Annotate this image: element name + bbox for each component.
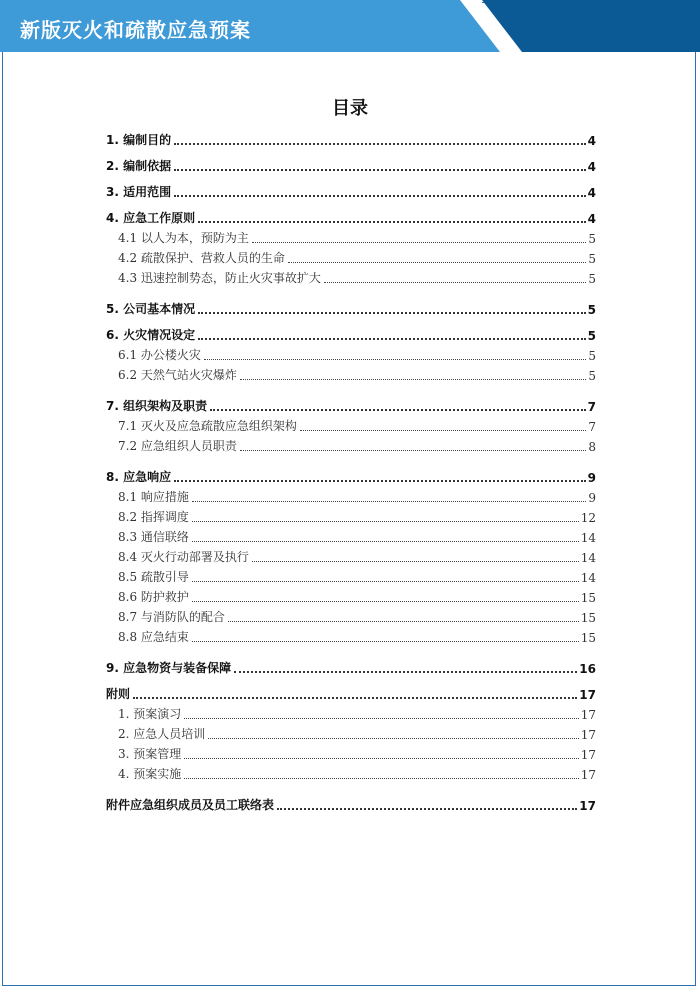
document-title: 新版灭火和疏散应急预案 [20,18,251,42]
toc-dot-leader [174,479,586,482]
toc-page-number: 4 [587,186,596,200]
toc-entry-section[interactable] [106,507,596,527]
toc-entry-chapter[interactable] [106,202,596,228]
toc-page-number: 17 [579,688,596,702]
toc-entry-label: 8.1 响应措施 [118,490,189,504]
toc-entry-label: 8.7 与消防队的配合 [118,610,225,624]
toc-page-number: 4 [587,160,596,174]
toc-page-number: 5 [588,272,596,286]
toc-entry-label: 1. 预案演习 [118,707,182,721]
toc-entry-label: 4. 预案实施 [118,767,182,781]
toc-page-number: 5 [588,252,596,266]
toc-entry-section[interactable] [106,228,596,248]
toc-entry-section[interactable] [106,268,596,288]
toc-dot-leader [240,449,586,451]
toc-dot-leader [192,600,579,602]
toc-entry-label: 2. 编制依据 [106,159,172,173]
toc-dot-leader [184,777,578,779]
toc-dot-leader [184,717,578,719]
toc-entry-label: 6.2 天然气站火灾爆炸 [118,368,237,382]
toc-dot-leader [210,408,586,411]
toc-entry-label: 2. 应急人员培训 [118,727,206,741]
toc-entry-section[interactable] [106,547,596,567]
toc-entry-section[interactable] [106,627,596,647]
toc-entry-label: 8.3 通信联络 [118,530,189,544]
toc-entry-chapter[interactable] [106,390,596,416]
toc-dot-leader [204,358,586,360]
toc-entry-label: 4.3 迅速控制势态，防止火灾事故扩大 [118,271,321,285]
banner-right-shape [482,0,700,52]
toc-page-number: 15 [580,611,596,625]
toc-entry-label: 7.2 应急组织人员职责 [118,439,237,453]
toc-entry-label: 9. 应急物资与装备保障 [106,661,232,675]
toc-page-number: 14 [580,571,596,585]
toc-entry-label: 4.1 以人为本，预防为主 [118,231,249,245]
toc-page-number: 12 [580,511,596,525]
toc-entry-chapter[interactable] [106,789,596,815]
toc-entry-label: 4. 应急工作原则 [106,211,196,225]
toc-entry-label: 附件应急组织成员及员工联络表 [106,798,275,812]
toc-dot-leader [184,757,578,759]
toc-entry-label: 8.5 疏散引导 [118,570,189,584]
toc-heading: 目录 [332,98,368,119]
toc-entry-section[interactable] [106,607,596,627]
toc-entry-chapter[interactable] [106,652,596,678]
toc-entry-section[interactable] [106,527,596,547]
toc-entry-label: 附则 [106,687,131,701]
toc-dot-leader [192,540,579,542]
toc-entry-chapter[interactable] [106,678,596,704]
toc-page-number: 17 [579,799,596,813]
toc-page-number: 4 [587,212,596,226]
toc-entry-label: 7.1 灭火及应急疏散应急组织架构 [118,419,297,433]
toc-entry-section[interactable] [106,704,596,724]
toc-entry-section[interactable] [106,764,596,784]
toc-dot-leader [174,142,586,145]
toc-entry-section[interactable] [106,487,596,507]
toc-dot-leader [288,261,586,263]
toc-entry-label: 7. 组织架构及职责 [106,399,208,413]
toc-dot-leader [240,378,586,380]
toc-page-number: 9 [588,491,596,505]
toc-dot-leader [192,640,579,642]
toc-dot-leader [234,670,577,673]
toc-dot-leader [324,281,586,283]
toc-entry-label: 3. 预案管理 [118,747,182,761]
toc-dot-leader [198,220,586,223]
toc-page-number: 8 [588,440,596,454]
toc-entry-label: 8.2 指挥调度 [118,510,189,524]
toc-page-number: 14 [580,531,596,545]
toc-entry-section[interactable] [106,365,596,385]
toc-entry-label: 1. 编制目的 [106,133,172,147]
toc-page-number: 5 [588,232,596,246]
toc-dot-leader [174,168,586,171]
toc-dot-leader [252,560,579,562]
toc-entry-chapter[interactable] [106,176,596,202]
toc-dot-leader [252,241,586,243]
header-banner [0,0,700,56]
toc-dot-leader [198,311,586,314]
table-of-contents [106,124,596,815]
toc-entry-label: 8.6 防护救护 [118,590,189,604]
toc-page-number: 5 [587,329,596,343]
toc-entry-label: 6. 火灾情况设定 [106,328,196,342]
toc-entry-chapter[interactable] [106,461,596,487]
toc-dot-leader [192,520,579,522]
toc-entry-chapter[interactable] [106,150,596,176]
toc-page-number: 17 [580,728,596,742]
toc-dot-leader [174,194,586,197]
toc-dot-leader [277,807,577,810]
toc-entry-section[interactable] [106,248,596,268]
toc-page-number: 15 [580,631,596,645]
toc-entry-section[interactable] [106,345,596,365]
toc-entry-label: 8. 应急响应 [106,470,172,484]
toc-dot-leader [198,337,586,340]
toc-entry-chapter[interactable] [106,124,596,150]
toc-dot-leader [133,696,577,699]
toc-entry-chapter[interactable] [106,293,596,319]
toc-dot-leader [300,429,586,431]
toc-page-number: 17 [580,748,596,762]
toc-entry-section[interactable] [106,587,596,607]
toc-page-number: 16 [579,662,596,676]
toc-page-number: 14 [580,551,596,565]
toc-entry-label: 8.8 应急结束 [118,630,189,644]
toc-dot-leader [208,737,578,739]
toc-page-number: 9 [587,471,596,485]
toc-entry-label: 4.2 疏散保护、营救人员的生命 [118,251,285,265]
toc-entry-label: 6.1 办公楼火灾 [118,348,201,362]
toc-entry-label: 8.4 灭火行动部署及执行 [118,550,249,564]
toc-page-number: 4 [587,134,596,148]
toc-entry-section[interactable] [106,436,596,456]
toc-page-number: 15 [580,591,596,605]
toc-page-number: 5 [587,303,596,317]
toc-dot-leader [192,580,579,582]
toc-entry-chapter[interactable] [106,319,596,345]
toc-entry-section[interactable] [106,416,596,436]
toc-page-number: 17 [580,768,596,782]
toc-dot-leader [192,500,586,502]
toc-page-number: 5 [588,369,596,383]
toc-page-number: 7 [587,400,596,414]
toc-page-number: 7 [588,420,596,434]
toc-entry-section[interactable] [106,567,596,587]
toc-page-number: 17 [580,708,596,722]
toc-entry-section[interactable] [106,724,596,744]
toc-entry-label: 5. 公司基本情况 [106,302,196,316]
toc-page-number: 5 [588,349,596,363]
toc-entry-section[interactable] [106,744,596,764]
toc-entry-label: 3. 适用范围 [106,185,172,199]
toc-dot-leader [228,620,579,622]
